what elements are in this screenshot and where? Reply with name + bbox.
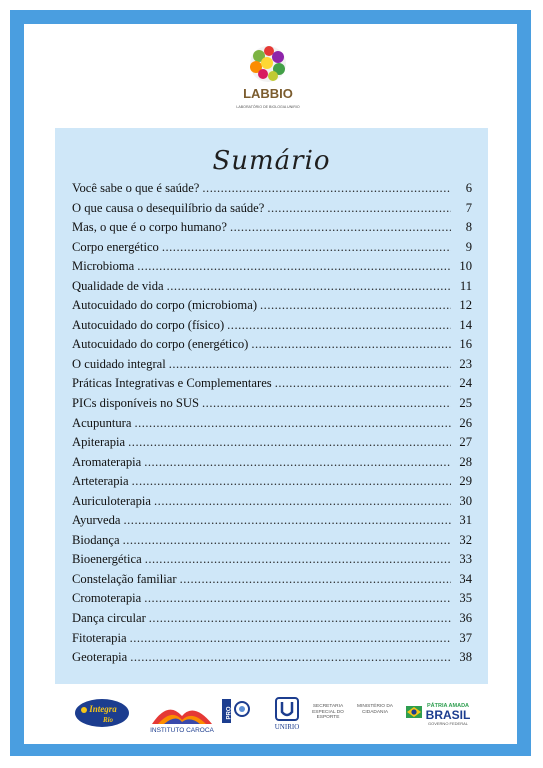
toc-entry[interactable] bbox=[72, 181, 472, 201]
toc-entry-page: 10 bbox=[459, 259, 472, 274]
unirio-logo bbox=[270, 696, 304, 732]
toc-leader-dots bbox=[202, 181, 451, 196]
toc-entry[interactable] bbox=[72, 259, 472, 279]
toc-entry-label: PICs disponíveis no SUS bbox=[72, 396, 200, 411]
toc-entry-label: Dança circular bbox=[72, 611, 146, 626]
toc-entry-label: Bioenergética bbox=[72, 552, 142, 567]
toc-entry-page: 14 bbox=[459, 317, 472, 332]
toc-entry-label: Microbioma bbox=[72, 259, 135, 274]
toc-entry-page: 29 bbox=[459, 474, 472, 489]
toc-entry-label: Qualidade de vida bbox=[72, 278, 164, 293]
toc-entry-label: Biodança bbox=[72, 532, 120, 547]
toc-entry[interactable] bbox=[72, 201, 472, 221]
logo-tagline: LABORATÓRIO DE BIOLOGIA UNIRIO bbox=[236, 105, 300, 109]
toc-entry-page: 9 bbox=[465, 239, 472, 254]
toc-entry[interactable] bbox=[72, 240, 472, 260]
toc-entry-page: 35 bbox=[459, 591, 472, 606]
toc-entry-label: O cuidado integral bbox=[72, 356, 166, 371]
toc-entry-label: Autocuidado do corpo (microbioma) bbox=[72, 298, 258, 313]
toc-leader-dots bbox=[275, 376, 451, 391]
toc-leader-dots bbox=[260, 298, 451, 313]
toc-entry-label: Corpo energético bbox=[72, 239, 159, 254]
toc-entry[interactable] bbox=[72, 591, 472, 611]
toc-entry-page: 27 bbox=[459, 435, 472, 450]
toc-entry[interactable] bbox=[72, 318, 472, 338]
toc-entry-label: Práticas Integrativas e Complementares bbox=[72, 376, 272, 391]
toc-entry-page: 12 bbox=[459, 298, 472, 313]
toc-entry-label: Arteterapia bbox=[72, 474, 129, 489]
governo-text: GOVERNO FEDERAL bbox=[427, 721, 469, 726]
toc-entry-page: 30 bbox=[459, 493, 472, 508]
toc-entry-page: 24 bbox=[459, 376, 472, 391]
toc-entry-page: 37 bbox=[459, 630, 472, 645]
page-title: Sumário bbox=[212, 146, 331, 176]
brasil-text: BRASIL bbox=[425, 708, 471, 722]
toc-leader-dots bbox=[162, 240, 451, 255]
toc-leader-dots bbox=[130, 650, 451, 665]
toc-entry-page: 36 bbox=[459, 611, 472, 626]
toc-entry-page: 38 bbox=[459, 650, 472, 665]
toc-entry-label: Autocuidado do corpo (físico) bbox=[72, 317, 225, 332]
labbio-logo bbox=[233, 42, 303, 120]
toc-entry-page: 16 bbox=[459, 337, 472, 352]
toc-entry[interactable] bbox=[72, 572, 472, 592]
toc-entry-page: 6 bbox=[465, 181, 472, 195]
footer-logos bbox=[0, 692, 543, 740]
toc-leader-dots bbox=[134, 416, 451, 431]
toc-entry-page: 26 bbox=[459, 415, 472, 430]
caroca-text: INSTITUTO CAROCA bbox=[150, 727, 214, 734]
toc-leader-dots bbox=[137, 259, 451, 274]
esporte-text: SECRETARIA ESPECIAL DO ESPORTE bbox=[312, 704, 344, 720]
toc-entry-label: Autocuidado do corpo (energético) bbox=[72, 337, 249, 352]
toc-entry-page: 34 bbox=[459, 571, 472, 586]
toc-leader-dots bbox=[149, 611, 451, 626]
toc-entry[interactable] bbox=[72, 552, 472, 572]
toc-leader-dots bbox=[169, 357, 451, 372]
toc-entry-label: Auriculoterapia bbox=[72, 493, 152, 508]
toc-entry[interactable] bbox=[72, 631, 472, 651]
logo-text: LABBIO bbox=[243, 86, 293, 101]
toc-entry-label: Apiterapia bbox=[72, 435, 126, 450]
toc-leader-dots bbox=[132, 474, 451, 489]
toc-leader-dots bbox=[144, 591, 451, 606]
toc-leader-dots bbox=[145, 552, 451, 567]
cidadania-text: MINISTÉRIO DA CIDADANIA bbox=[357, 704, 393, 715]
toc-leader-dots bbox=[144, 455, 451, 470]
pro-text: PRO bbox=[226, 706, 233, 720]
toc-leader-dots bbox=[267, 201, 451, 216]
unirio-text: UNIRIO bbox=[274, 723, 300, 731]
toc-entry[interactable] bbox=[72, 376, 472, 396]
toc-entry[interactable] bbox=[72, 298, 472, 318]
toc-entry-page: 7 bbox=[465, 200, 472, 215]
toc-entry-page: 31 bbox=[459, 513, 472, 528]
toc-leader-dots bbox=[180, 572, 451, 587]
toc-entry[interactable] bbox=[72, 220, 472, 240]
toc-entry-page: 32 bbox=[459, 532, 472, 547]
toc-entry-page: 25 bbox=[459, 396, 472, 411]
toc-entry-page: 11 bbox=[459, 278, 472, 293]
toc-leader-dots bbox=[124, 513, 452, 528]
integra-text: Integra bbox=[89, 704, 117, 714]
patria-text: PÁTRIA AMADA bbox=[426, 703, 470, 709]
toc-entry-page: 23 bbox=[459, 356, 472, 371]
toc-entry-label: Cromoterapia bbox=[72, 591, 142, 606]
integra-rio-logo bbox=[74, 698, 130, 728]
toc-entry-label: Ayurveda bbox=[72, 513, 121, 528]
toc-entry[interactable] bbox=[72, 533, 472, 553]
toc-entry[interactable] bbox=[72, 513, 472, 533]
toc-entry-label: Geoterapia bbox=[72, 650, 128, 665]
brasil-logo bbox=[406, 698, 472, 730]
toc-entry-page: 8 bbox=[465, 220, 472, 235]
toc-entry-label: Mas, o que é o corpo humano? bbox=[72, 220, 227, 235]
toc-entry-page: 28 bbox=[459, 454, 472, 469]
toc-entry-label: Acupuntura bbox=[72, 415, 132, 430]
toc-entry[interactable] bbox=[72, 611, 472, 631]
toc-entry[interactable] bbox=[72, 416, 472, 436]
toc-entry[interactable] bbox=[72, 650, 472, 670]
toc-entry[interactable] bbox=[72, 435, 472, 455]
rio-text: Rio bbox=[102, 716, 114, 724]
toc-entry-label: Você sabe o que é saúde? bbox=[72, 181, 200, 195]
toc-entry[interactable] bbox=[72, 455, 472, 475]
instituto-caroca-logo bbox=[150, 698, 214, 734]
toc-leader-dots bbox=[154, 494, 451, 509]
toc-entry-label: O que causa o desequilíbrio da saúde? bbox=[72, 200, 265, 215]
toc-entry[interactable] bbox=[72, 474, 472, 494]
toc-leader-dots bbox=[123, 533, 451, 548]
toc-entry-label: Constelação familiar bbox=[72, 571, 177, 586]
pro-logo bbox=[222, 699, 252, 727]
toc-leader-dots bbox=[251, 337, 451, 352]
toc-entry[interactable] bbox=[72, 494, 472, 514]
toc-entry[interactable] bbox=[72, 396, 472, 416]
toc-leader-dots bbox=[230, 220, 451, 235]
toc-entry[interactable] bbox=[72, 337, 472, 357]
toc-leader-dots bbox=[128, 435, 451, 450]
toc-entry[interactable] bbox=[72, 357, 472, 377]
toc-entry-page: 33 bbox=[459, 552, 472, 567]
toc-leader-dots bbox=[167, 279, 451, 294]
toc-entry-label: Fitoterapia bbox=[72, 630, 127, 645]
toc-leader-dots bbox=[227, 318, 451, 333]
toc-entry-label: Aromaterapia bbox=[72, 454, 142, 469]
toc-leader-dots bbox=[130, 631, 451, 646]
table-of-contents bbox=[72, 181, 472, 670]
toc-entry[interactable] bbox=[72, 279, 472, 299]
toc-leader-dots bbox=[202, 396, 451, 411]
